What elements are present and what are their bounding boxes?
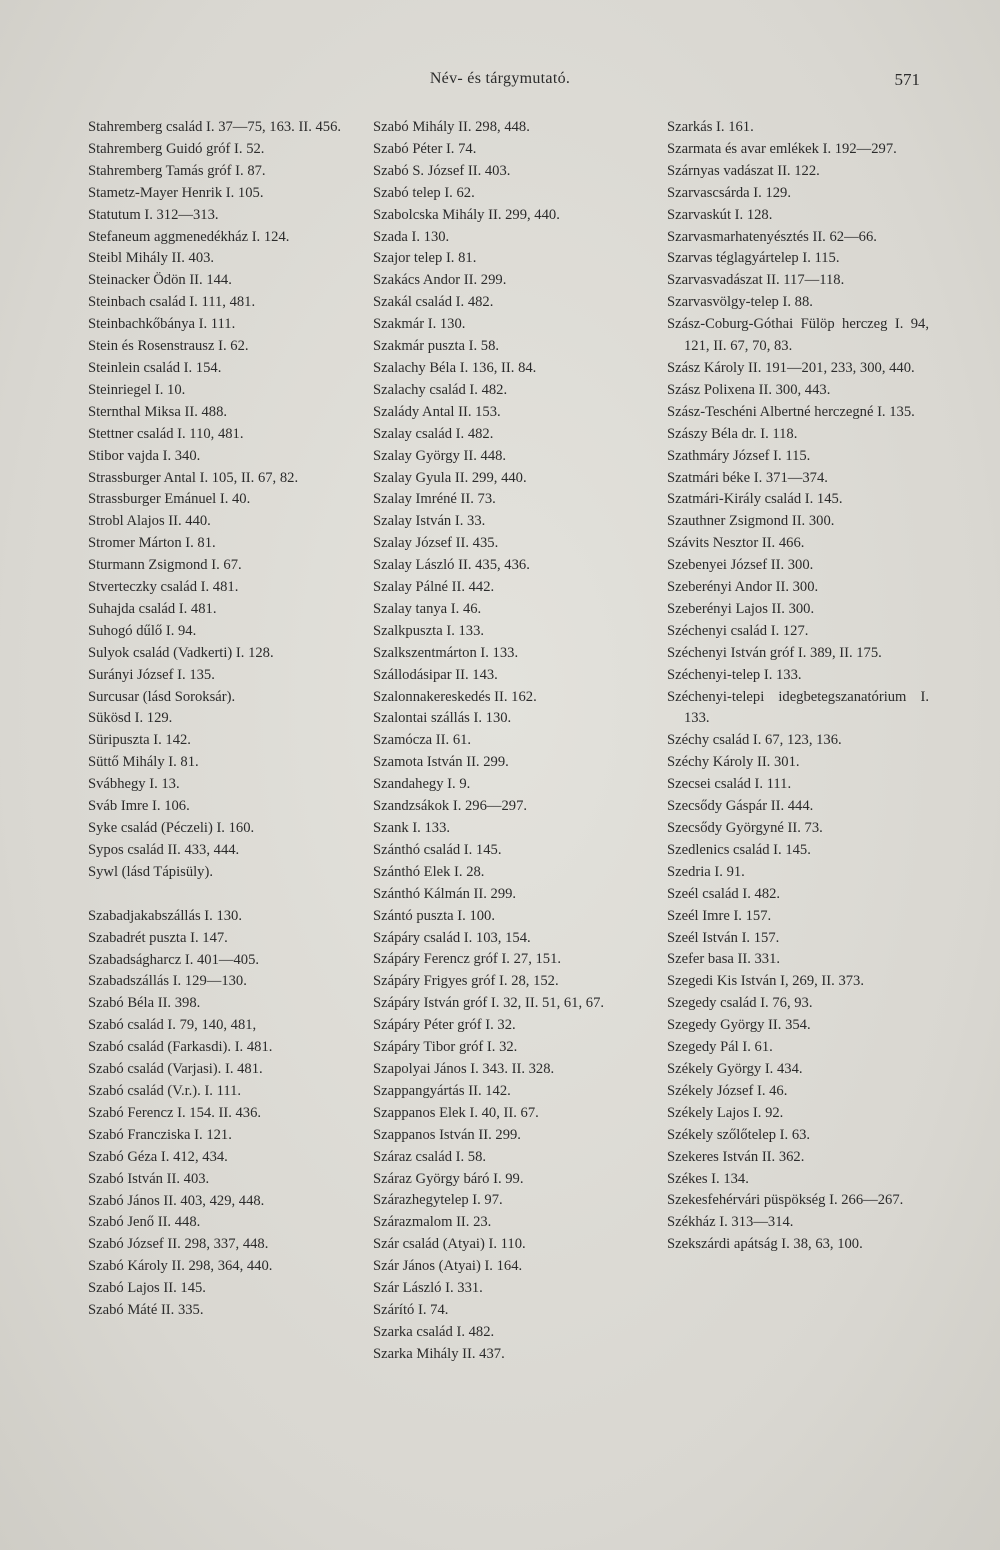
index-entry: Szekesfehérvári püspökség I. 266—267. (667, 1192, 904, 1209)
index-entry: Szalay család I. 482. (373, 425, 494, 442)
index-entry: Steibl Mihály II. 403. (88, 250, 215, 267)
index-entry: Szabó Ferencz I. 154. II. 436. (88, 1104, 262, 1121)
index-entry: Székely Lajos I. 92. (667, 1104, 784, 1121)
index-entry: Szeél család I. 482. (667, 885, 781, 902)
index-entry: Szánthó család I. 145. (373, 841, 502, 858)
index-entry: Sturmann Zsigmond I. 67. (88, 557, 242, 574)
index-entry: Stettner család I. 110, 481. (88, 425, 244, 442)
index-column-2 (373, 117, 641, 1366)
index-entry: Szarvas téglagyártelep I. 115. (667, 250, 840, 267)
index-entry: Stametz-Mayer Henrik I. 105. (88, 184, 264, 201)
index-entry: Szauthner Zsigmond II. 300. (667, 513, 835, 530)
index-entry: Statutum I. 312—313. (88, 206, 219, 223)
index-entry: Szatmári béke I. 371—374. (667, 469, 828, 486)
index-entry: Szabó József II. 298, 337, 448. (88, 1236, 269, 1253)
index-entry: Szarvascsárda I. 129. (667, 184, 791, 201)
index-entry: Szász Polixena II. 300, 443. (667, 381, 831, 398)
index-entry: Szabó István II. 403. (88, 1170, 210, 1187)
index-entry: Székely György I. 434. (667, 1060, 803, 1077)
index-entry: Széchy család I. 67, 123, 136. (667, 732, 842, 749)
index-entry: Szárazhegytelep I. 97. (373, 1192, 503, 1209)
index-entry: Széchenyi család I. 127. (667, 622, 809, 639)
index-entry: Stibor vajda I. 340. (88, 447, 201, 464)
index-entry: Szappanos Elek I. 40, II. 67. (373, 1104, 539, 1121)
index-column-3 (667, 117, 929, 1256)
index-entry: Szabadságharcz I. 401—405. (88, 951, 260, 968)
index-entry: Szápáry Tibor gróf I. 32. (373, 1039, 518, 1056)
index-entry: Szár László I. 331. (373, 1280, 483, 1297)
index-entry: Sternthal Miksa II. 488. (88, 403, 228, 420)
index-entry: Szatmári-Király család I. 145. (667, 491, 843, 508)
index-entry: Szabó család I. 79, 140, 481, (88, 1017, 257, 1034)
index-entry: Szalay József II. 435. (373, 535, 499, 552)
index-entry: Szalachy család I. 482. (373, 381, 508, 398)
index-entry: Stefaneum aggmenedékház I. 124. (88, 228, 290, 245)
index-entry: Szánthó Kálmán II. 299. (373, 885, 517, 902)
index-entry: Szabó Béla II. 398. (88, 995, 201, 1012)
index-entry: Szarka család I. 482. (373, 1323, 495, 1340)
index-entry: Sulyok család (Vadkerti) I. 128. (88, 644, 274, 661)
index-entry: Stahremberg Tamás gróf I. 87. (88, 162, 266, 179)
index-entry: Surcusar (lásd Soroksár). (88, 688, 236, 705)
index-entry: Süttő Mihály I. 81. (88, 754, 199, 771)
index-entry: Svábhegy I. 13. (88, 776, 180, 793)
index-entry: Szakmár puszta I. 58. (373, 338, 500, 355)
index-entry: Suhogó dűlő I. 94. (88, 622, 197, 639)
index-entry: Száraz György báró I. 99. (373, 1170, 524, 1187)
index-column-1 (88, 117, 356, 1322)
index-entry: Szállodásipar II. 143. (373, 666, 498, 683)
index-entry: Stahremberg Guidó gróf I. 52. (88, 140, 265, 157)
index-entry: Szabó Mihály II. 298, 448. (373, 119, 530, 135)
index-entry: Szank I. 133. (373, 820, 451, 836)
index-entry: Szekeres István II. 362. (667, 1148, 805, 1165)
index-entry: Szegedy Pál I. 61. (667, 1039, 773, 1056)
index-entry: Szalay Gyula II. 299, 440. (373, 469, 527, 486)
index-entry: Szeél István I. 157. (667, 929, 780, 946)
index-entry: Szápáry Péter gróf I. 32. (373, 1017, 516, 1034)
index-entry: Szecsődy Györgyné II. 73. (667, 820, 823, 836)
index-entry: Szabó Károly II. 298, 364, 440. (88, 1258, 273, 1275)
index-entry: Szandzsákok I. 296—297. (373, 798, 528, 815)
index-entry: Szabó Géza I. 412, 434. (88, 1148, 228, 1165)
index-entry: Syke család (Péczeli) I. 160. (88, 820, 255, 836)
index-entry: Szár család (Atyai) I. 110. (373, 1236, 526, 1253)
index-entry: Süripuszta I. 142. (88, 732, 191, 749)
index-entry: Sváb Imre I. 106. (88, 798, 190, 815)
index-entry: Szabó telep I. 62. (373, 184, 475, 201)
index-entry: Szárító I. 74. (373, 1301, 449, 1318)
index-entry: Szappangyártás II. 142. (373, 1082, 511, 1099)
index-entry: Szapolyai János I. 343. II. 328. (373, 1060, 555, 1077)
index-entry: Szalay tanya I. 46. (373, 600, 482, 617)
index-entry: Szeberényi Lajos II. 300. (667, 600, 815, 617)
index-entry: Steinbachkőbánya I. 111. (88, 316, 236, 333)
index-entry: Szabó Francziska I. 121. (88, 1126, 232, 1143)
index-entry: Szabó Lajos II. 145. (88, 1280, 206, 1297)
index-entry: Szarkás I. 161. (667, 119, 754, 135)
index-entry: Szalkpuszta I. 133. (373, 622, 485, 639)
index-entry: Szabadjakabszállás I. 130. (88, 907, 242, 924)
index-entry: Stahremberg család I. 37—75, 163. II. 456. (88, 119, 342, 135)
index-entry: Szarvasvadászat II. 117—118. (667, 272, 845, 289)
index-entry: Szekszárdi apátság I. 38, 63, 100. (667, 1236, 863, 1253)
index-entry: Suhajda család I. 481. (88, 600, 217, 617)
index-entry: Szápáry Frigyes gróf I. 28, 152. (373, 973, 559, 990)
index-entry: Szedlenics család I. 145. (667, 841, 811, 858)
index-entry: Szecsei család I. 111. (667, 776, 792, 793)
index-entry: Szarka Mihály II. 437. (373, 1345, 505, 1362)
index-entry: Szabolcska Mihály II. 299, 440. (373, 206, 560, 223)
index-entry: Szalay György II. 448. (373, 447, 507, 464)
index-entry: Strobl Alajos II. 440. (88, 513, 211, 530)
index-entry: Sypos család II. 433, 444. (88, 841, 240, 858)
index-entry: Szápáry család I. 103, 154. (373, 929, 531, 946)
index-entry: Sywl (lásd Tápisüly). (88, 863, 213, 880)
index-entry: Szada I. 130. (373, 228, 450, 245)
index-entry: Szász-Coburg-Góthai Fülöp herczeg I. 94, 121, II. 67, 70, 83. (667, 316, 929, 355)
index-entry: Steinbach család I. 111, 481. (88, 294, 256, 311)
index-entry: Szánthó Elek I. 28. (373, 863, 485, 880)
index-entry: Szedria I. 91. (667, 863, 745, 880)
index-entry: Szeberényi Andor II. 300. (667, 579, 819, 596)
section-gap (88, 884, 356, 906)
index-entry: Szabadszállás I. 129—130. (88, 973, 247, 990)
index-entry: Szabó János II. 403, 429, 448. (88, 1192, 265, 1209)
index-entry: Szalay István I. 33. (373, 513, 486, 530)
index-entry: Sükösd I. 129. (88, 710, 173, 727)
index-entry: Szabadrét puszta I. 147. (88, 929, 228, 946)
index-entry: Szajor telep I. 81. (373, 250, 477, 267)
index-entry: Steinriegel I. 10. (88, 381, 186, 398)
index-entry: Stein és Rosenstrausz I. 62. (88, 338, 249, 355)
index-entry: Szabó család (Farkasdi). I. 481. (88, 1039, 273, 1056)
index-entry: Szabó Máté II. 335. (88, 1302, 204, 1319)
index-entry: Széchenyi-telepi idegbetegszanatórium I. 133. (667, 688, 929, 727)
index-entry: Szeél Imre I. 157. (667, 907, 772, 924)
index-entry: Száraz család I. 58. (373, 1148, 487, 1165)
index-entry: Szabó Jenő II. 448. (88, 1214, 201, 1231)
index-entry: Szamócza II. 61. (373, 732, 472, 749)
index-entry: Szathmáry József I. 115. (667, 447, 811, 464)
index-entry: Szabó Péter I. 74. (373, 140, 477, 157)
index-entry: Szabó S. József II. 403. (373, 162, 511, 179)
index-entry: Szegedy György II. 354. (667, 1017, 811, 1034)
index-entry: Szalay Imréné II. 73. (373, 491, 496, 508)
page-number: 571 (894, 70, 920, 89)
index-entry: Szalády Antal II. 153. (373, 403, 501, 420)
index-entry: Szebenyei József II. 300. (667, 557, 814, 574)
index-entry: Szarvasvölgy-telep I. 88. (667, 294, 813, 311)
index-entry: Széchy Károly II. 301. (667, 754, 800, 771)
index-entry: Szarvaskút I. 128. (667, 206, 773, 223)
index-entry: Szecsődy Gáspár II. 444. (667, 798, 814, 815)
index-entry: Szászy Béla dr. I. 118. (667, 425, 798, 442)
index-entry: Szár János (Atyai) I. 164. (373, 1258, 523, 1275)
index-entry: Szalontai szállás I. 130. (373, 710, 512, 727)
index-entry: Szávits Nesztor II. 466. (667, 535, 805, 552)
index-entry: Steinlein család I. 154. (88, 359, 222, 376)
index-entry: Szegedi Kis István I, 269, II. 373. (667, 973, 864, 990)
index-entry: Szalay Pálné II. 442. (373, 579, 495, 596)
index-entry: Szász-Teschéni Albertné herczegné I. 135. (667, 403, 915, 420)
index-entry: Szarmata és avar emlékek I. 192—297. (667, 140, 897, 157)
index-entry: Szántó puszta I. 100. (373, 907, 495, 924)
index-entry: Szápáry Ferencz gróf I. 27, 151. (373, 951, 562, 968)
index-entry: Székház I. 313—314. (667, 1214, 794, 1231)
index-entry: Szakmár I. 130. (373, 316, 466, 333)
index-entry: Steinacker Ödön II. 144. (88, 272, 232, 289)
index-entry: Szalonnakereskedés II. 162. (373, 688, 537, 705)
index-entry: Székely József I. 46. (667, 1082, 788, 1099)
index-entry: Szalay László II. 435, 436. (373, 557, 530, 574)
index-entry: Szakál család I. 482. (373, 294, 494, 311)
index-entry: Szarvasmarhatenyésztés II. 62—66. (667, 228, 877, 245)
index-entry: Stverteczky család I. 481. (88, 579, 239, 596)
index-entry: Szandahegy I. 9. (373, 776, 471, 793)
running-header-title: Név- és tárgymutató. (429, 70, 571, 87)
index-entry: Szappanos István II. 299. (373, 1126, 521, 1143)
index-entry: Széchenyi-telep I. 133. (667, 666, 802, 683)
index-entry: Stromer Márton I. 81. (88, 535, 216, 552)
index-entry: Székely szőlőtelep I. 63. (667, 1126, 811, 1143)
index-entry: Szalkszentmárton I. 133. (373, 644, 519, 661)
index-entry: Szabó család (Varjasi). I. 481. (88, 1061, 263, 1078)
index-entry: Strassburger Antal I. 105, II. 67, 82. (88, 469, 299, 486)
index-entry: Szárazmalom II. 23. (373, 1214, 492, 1231)
index-entry: Szegedy család I. 76, 93. (667, 995, 813, 1012)
index-entry: Székes I. 134. (667, 1170, 749, 1187)
index-entry: Széchenyi István gróf I. 389, II. 175. (667, 644, 882, 661)
index-entry: Szamota István II. 299. (373, 754, 509, 771)
index-entry: Szefer basa II. 331. (667, 951, 781, 968)
index-entry: Surányi József I. 135. (88, 666, 215, 683)
index-entry: Strassburger Emánuel I. 40. (88, 491, 251, 508)
index-entry: Szápáry István gróf I. 32, II. 51, 61, 67. (373, 995, 605, 1012)
index-entry: Szalachy Béla I. 136, II. 84. (373, 359, 537, 376)
index-entry: Szakács Andor II. 299. (373, 272, 507, 289)
index-entry: Szabó család (V.r.). I. 111. (88, 1082, 242, 1099)
index-entry: Szárnyas vadászat II. 122. (667, 162, 820, 179)
index-entry: Szász Károly II. 191—201, 233, 300, 440. (667, 359, 915, 376)
